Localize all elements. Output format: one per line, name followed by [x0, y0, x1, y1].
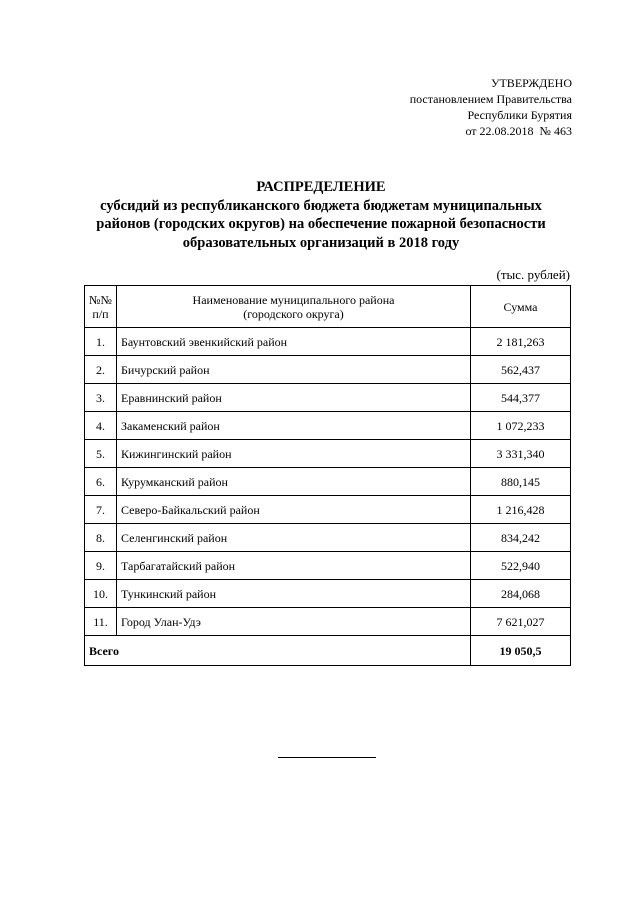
row-number: 1. [85, 328, 117, 356]
row-number: 10. [85, 580, 117, 608]
row-name: Бичурский район [117, 356, 471, 384]
row-name: Кижингинский район [117, 440, 471, 468]
total-label: Всего [85, 636, 471, 666]
header-name-line-1: Наименование муниципального района [192, 292, 395, 307]
approval-stamp [410, 75, 572, 139]
table-total-row [85, 636, 571, 666]
row-number: 4. [85, 412, 117, 440]
footer-divider [278, 757, 376, 758]
title-line-1: субсидий из республиканского бюджета бюджетам муниципальных [100, 197, 542, 214]
row-number: 8. [85, 524, 117, 552]
header-number-line-1: №№ [89, 292, 112, 307]
header-name [117, 286, 471, 328]
row-name: Еравнинский район [117, 384, 471, 412]
table-row [85, 608, 571, 636]
title-line-2: районов (городских округов) на обеспечение пожарной безопасности [96, 216, 546, 232]
header-number [85, 286, 117, 328]
row-number: 5. [85, 440, 117, 468]
row-number: 2. [85, 356, 117, 384]
table-row [85, 412, 571, 440]
approval-line-date-number: от 22.08.2018 № 463 [465, 124, 572, 138]
row-name: Селенгинский район [117, 524, 471, 552]
header-sum: Сумма [471, 286, 571, 328]
table-row [85, 552, 571, 580]
row-sum: 522,940 [471, 552, 571, 580]
row-number: 7. [85, 496, 117, 524]
title-heading: РАСПРЕДЕЛЕНИЕ [256, 179, 386, 195]
row-sum: 1 216,428 [471, 496, 571, 524]
table-header-row [85, 286, 571, 328]
table-row [85, 524, 571, 552]
approval-line-republic: Республики Бурятия [467, 108, 572, 122]
table-row [85, 580, 571, 608]
row-number: 9. [85, 552, 117, 580]
units-label: (тыс. рублей) [496, 267, 570, 282]
table-row [85, 440, 571, 468]
table-row [85, 356, 571, 384]
header-number-line-2: п/п [92, 306, 109, 321]
total-sum: 19 050,5 [471, 636, 571, 666]
row-number: 3. [85, 384, 117, 412]
approval-line-approved: УТВЕРЖДЕНО [490, 76, 572, 90]
row-name: Город Улан-Удэ [117, 608, 471, 636]
header-name-line-2: (городского округа) [243, 306, 344, 321]
table-row [85, 384, 571, 412]
row-name: Северо-Байкальский район [117, 496, 471, 524]
row-name: Тункинский район [117, 580, 471, 608]
title-line-3: образовательных организаций в 2018 году [182, 234, 460, 251]
table-row [85, 496, 571, 524]
row-sum: 2 181,263 [471, 328, 571, 356]
row-name: Тарбагатайский район [117, 552, 471, 580]
row-sum: 562,437 [471, 356, 571, 384]
document-title [0, 178, 640, 252]
row-name: Курумканский район [117, 468, 471, 496]
row-sum: 284,068 [471, 580, 571, 608]
row-sum: 880,145 [471, 468, 571, 496]
row-sum: 7 621,027 [471, 608, 571, 636]
table-row [85, 468, 571, 496]
row-name: Закаменский район [117, 412, 471, 440]
row-name: Баунтовский эвенкийский район [117, 328, 471, 356]
row-number: 6. [85, 468, 117, 496]
row-sum: 3 331,340 [471, 440, 571, 468]
row-sum: 834,242 [471, 524, 571, 552]
distribution-table [84, 285, 571, 666]
approval-line-decree: постановлением Правительства [409, 92, 572, 106]
row-sum: 544,377 [471, 384, 571, 412]
table-row [85, 328, 571, 356]
row-sum: 1 072,233 [471, 412, 571, 440]
row-number: 11. [85, 608, 117, 636]
